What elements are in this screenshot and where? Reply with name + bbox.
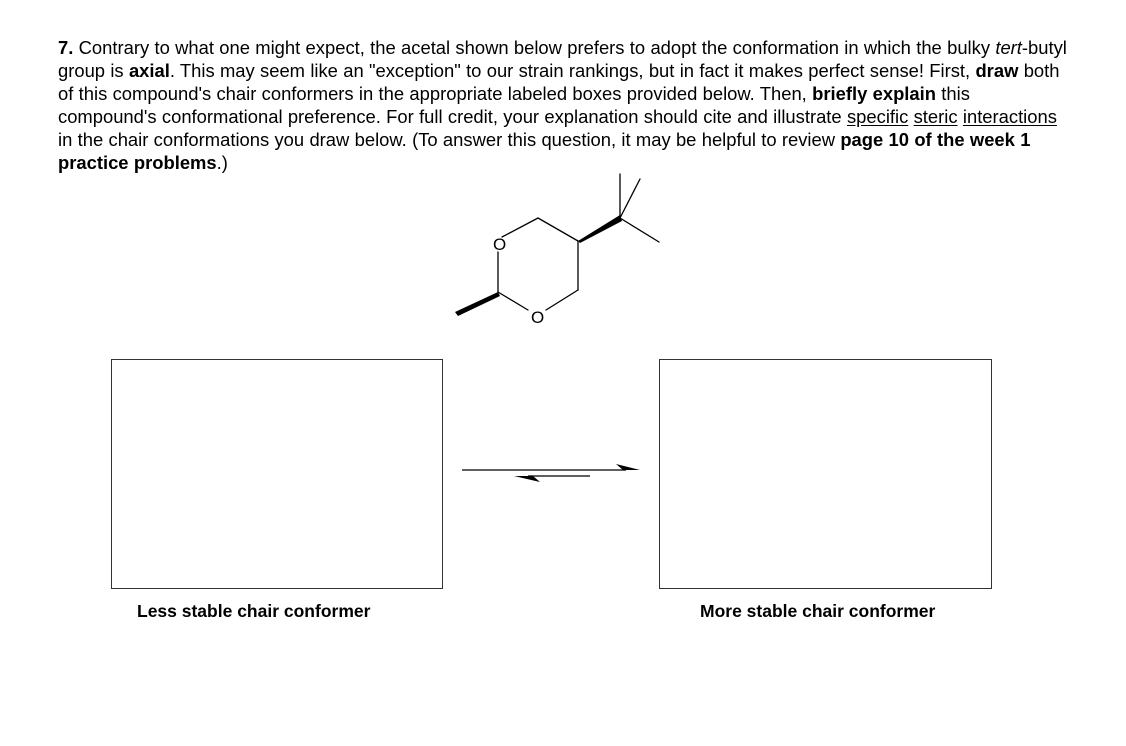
question-segment: both of this compound's chair conformers in the appropriate labeled boxes provided below. Then,	[58, 60, 1060, 104]
more-stable-conformer-box	[659, 359, 992, 589]
equilibrium-arrows	[456, 458, 646, 488]
atom-oxygen-top: O	[493, 235, 507, 254]
question-segment: . This may seem like an "exception" to our strain rankings, but in fact it makes perfect sense! First,	[169, 60, 976, 81]
forward-arrow-head	[616, 464, 640, 470]
question-bold-reference: page 10 of the week 1 practice problems	[58, 129, 1031, 173]
question-bold-draw: draw	[975, 60, 1019, 81]
bond-c6-c5	[538, 218, 578, 241]
question-italic-tert: tert	[995, 37, 1022, 58]
question-segment: Contrary to what one might expect, the acetal shown below prefers to adopt the conformation in which the bulky	[73, 37, 996, 58]
atom-oxygen-bottom: O	[531, 308, 545, 327]
question-segment: this compound's conformational preference. For full credit, your explanation should cite and illustrate	[58, 83, 970, 127]
bond-c4-o3	[546, 290, 578, 310]
question-segment: -butyl group is	[58, 37, 1067, 81]
more-stable-conformer-label: More stable chair conformer	[700, 601, 936, 621]
question-bold-axial: axial	[128, 60, 170, 81]
less-stable-conformer-label: Less stable chair conformer	[137, 601, 371, 621]
less-stable-conformer-box	[111, 359, 443, 589]
question-segment: in the chair conformations you draw below. (To answer this question, it may be helpful to review	[58, 129, 841, 150]
question-number: 7.	[58, 37, 74, 58]
bond-o1-c6	[502, 218, 538, 237]
bond-quaternary-methyl-upright	[620, 179, 640, 218]
question-underline-specific: specific	[846, 106, 909, 127]
bond-quaternary-methyl-down	[620, 218, 659, 242]
reverse-arrow-head	[514, 476, 540, 482]
question-bold-briefly-explain: briefly explain	[812, 83, 936, 104]
acetal-structure	[0, 0, 1126, 360]
question-segment: .)	[216, 152, 228, 173]
wedge-bond-methyl	[455, 292, 500, 316]
wedge-bond-tert-butyl	[578, 215, 622, 243]
bond-c2-o3	[498, 292, 528, 310]
question-underline-steric: steric	[913, 106, 958, 127]
question-underline-interactions: interactions	[962, 106, 1057, 127]
